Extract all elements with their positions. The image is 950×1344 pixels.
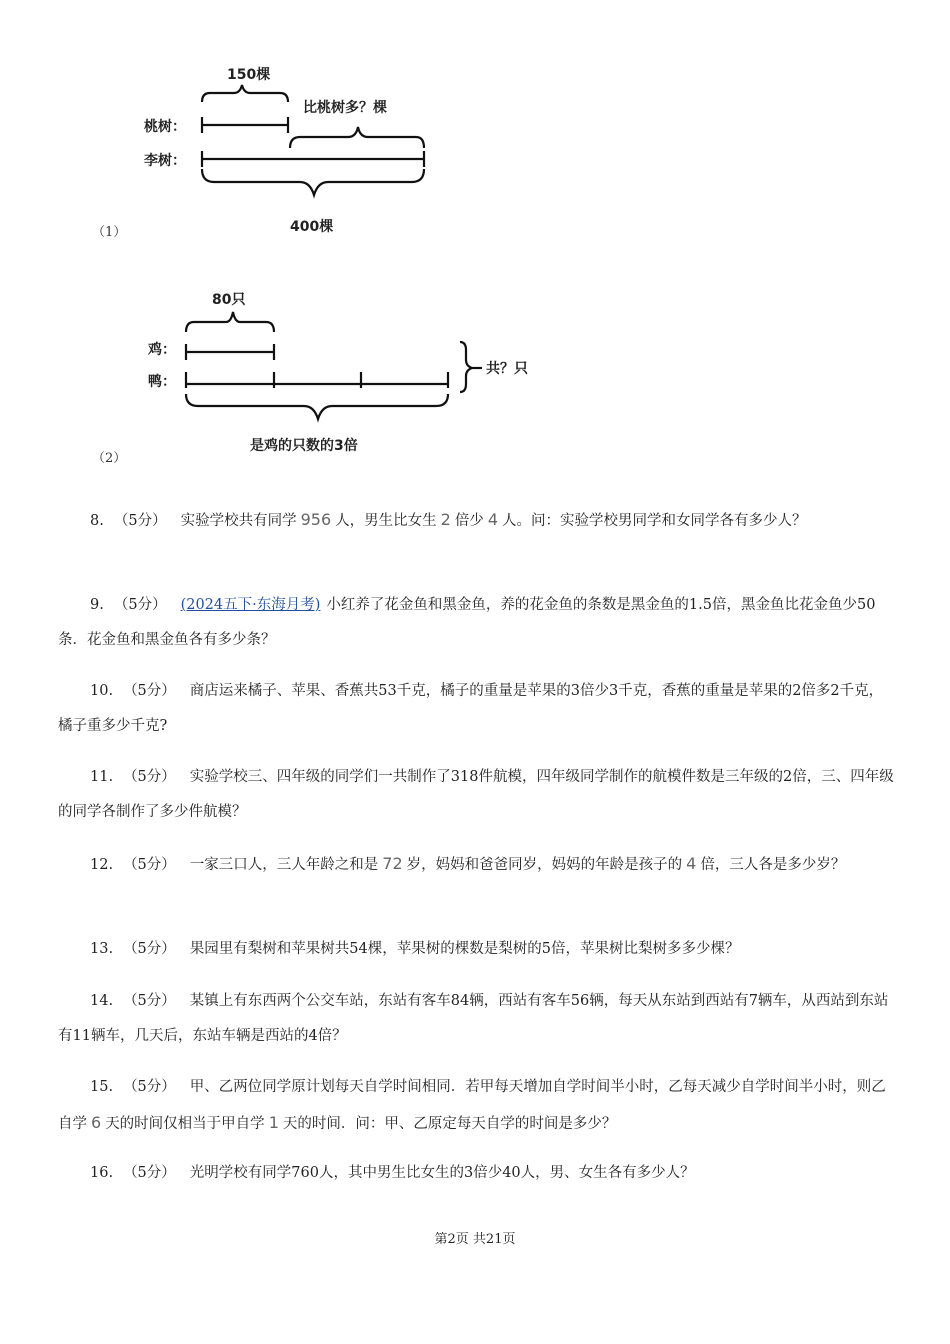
question-text: 岁，妈妈和爸爸同岁，妈妈的年龄是孩子的: [406, 857, 683, 873]
question-text: 天的时间仅相当于甲自学: [105, 1116, 265, 1132]
question-number: 16.: [90, 1165, 114, 1181]
question-text: 小红养了花金鱼和黑金鱼，养的花金鱼的条数是黑金鱼的1.5倍，黑金鱼比花金鱼少50条．花金鱼和黑金鱼各有多少条？: [58, 597, 876, 648]
question-text: 人，男生比女生: [335, 513, 437, 529]
question-text: 倍少: [454, 513, 484, 529]
question-item: [58, 984, 894, 1054]
question-text: 实验学校共有同学: [180, 513, 297, 529]
question-item: [58, 588, 894, 658]
bottom-brace: [186, 394, 448, 419]
question-number: 14.: [90, 993, 114, 1009]
question-text: 人。问：实验学校男同学和女同学各有多少人？: [502, 513, 807, 529]
question-number: 11.: [90, 769, 114, 785]
question-score: （5分）: [123, 683, 176, 699]
label-plum: 李树：: [144, 153, 186, 169]
question-item: [58, 760, 894, 830]
question-number-value: 6: [91, 1113, 102, 1132]
right-brace: [290, 127, 424, 148]
question-number: 9.: [90, 597, 104, 613]
question-text: 果园里有梨树和苹果树共54棵，苹果树的棵数是梨树的5倍，苹果树比梨树多多少棵？: [189, 941, 740, 957]
question-number-value: 1: [268, 1113, 279, 1132]
label-total: 共？只: [486, 361, 528, 377]
question-item: [58, 1070, 894, 1142]
question-score: （5分）: [113, 513, 167, 529]
question-score: （5分）: [123, 993, 176, 1009]
label-duck: 鸭：: [148, 374, 176, 390]
question-score: （5分）: [123, 857, 176, 873]
question-item: [58, 846, 894, 883]
question-number: 13.: [90, 941, 114, 957]
line-diagram-2: [130, 282, 550, 462]
question-item: [58, 674, 894, 744]
label-peach: 桃树：: [144, 119, 186, 135]
question-number-value: 2: [440, 510, 451, 529]
question-score: （5分）: [113, 597, 167, 613]
question-number-value: 956: [300, 510, 332, 529]
part-label-1: （1）: [92, 225, 127, 240]
label-more-than-peach: 比桃树多？棵: [303, 100, 387, 116]
label-80: 80只: [212, 292, 246, 308]
question-text: 实验学校三、四年级的同学们一共制作了318件航模，四年级同学制作的航模件数是三年级的2倍，三、四年级的同学各制作了多少件航模？: [58, 769, 894, 820]
question-score: （5分）: [123, 1079, 176, 1095]
label-three-times: 是鸡的只数的3倍: [250, 438, 358, 454]
line-diagram-1-svg: [130, 55, 450, 240]
question-item: [58, 1156, 894, 1191]
label-400: 400棵: [290, 219, 334, 235]
question-text: 某镇上有东西两个公交车站，东站有客车84辆，西站有客车56辆，每天从东站到西站有7辆车，从西站到东站有11辆车，几天后，东站车辆是西站的4倍？: [58, 993, 889, 1044]
line-diagram-2-svg: [130, 282, 550, 462]
question-number: 15.: [90, 1079, 114, 1095]
right-brace: [460, 342, 472, 392]
question-number: 8.: [90, 513, 104, 529]
question-text: 天的时间．问：甲、乙原定每天自学的时间是多少？: [282, 1116, 617, 1132]
label-150: 150棵: [227, 67, 271, 83]
label-chicken: 鸡：: [148, 342, 176, 358]
top-brace: [202, 85, 288, 102]
top-brace: [186, 312, 274, 332]
question-text: 甲、乙两位同学原计划每天自学时间相同．若甲每天增加自学时间半小时，乙每天减少自学时间半小时，则乙自学: [58, 1079, 886, 1132]
question-item: [58, 502, 894, 539]
question-number: 12.: [90, 857, 114, 873]
question-score: （5分）: [123, 941, 176, 957]
question-text: 倍，三人各是多少岁？: [700, 857, 846, 873]
question-text: 一家三口人，三人年龄之和是: [189, 857, 379, 873]
part-label-2: （2）: [92, 451, 127, 466]
question-text: 光明学校有同学760人，其中男生比女生的3倍少40人，男、女生各有多少人？: [189, 1165, 695, 1181]
question-number-value: 4: [686, 854, 697, 873]
question-text: 商店运来橘子、苹果、香蕉共53千克，橘子的重量是苹果的3倍少3千克，香蕉的重量是苹果的2倍多2千克，橘子重多少千克?: [58, 683, 884, 734]
question-number-value: 72: [382, 854, 403, 873]
bottom-brace: [202, 169, 424, 195]
question-source-link[interactable]: (2024五下·东海月考): [180, 597, 321, 613]
question-item: [58, 932, 894, 967]
question-score: （5分）: [123, 1165, 176, 1181]
page-footer: 第2页 共21页: [434, 1232, 516, 1247]
question-number-value: 4: [487, 510, 498, 529]
question-score: （5分）: [123, 769, 176, 785]
line-diagram-1: [130, 55, 450, 240]
question-number: 10.: [90, 683, 114, 699]
